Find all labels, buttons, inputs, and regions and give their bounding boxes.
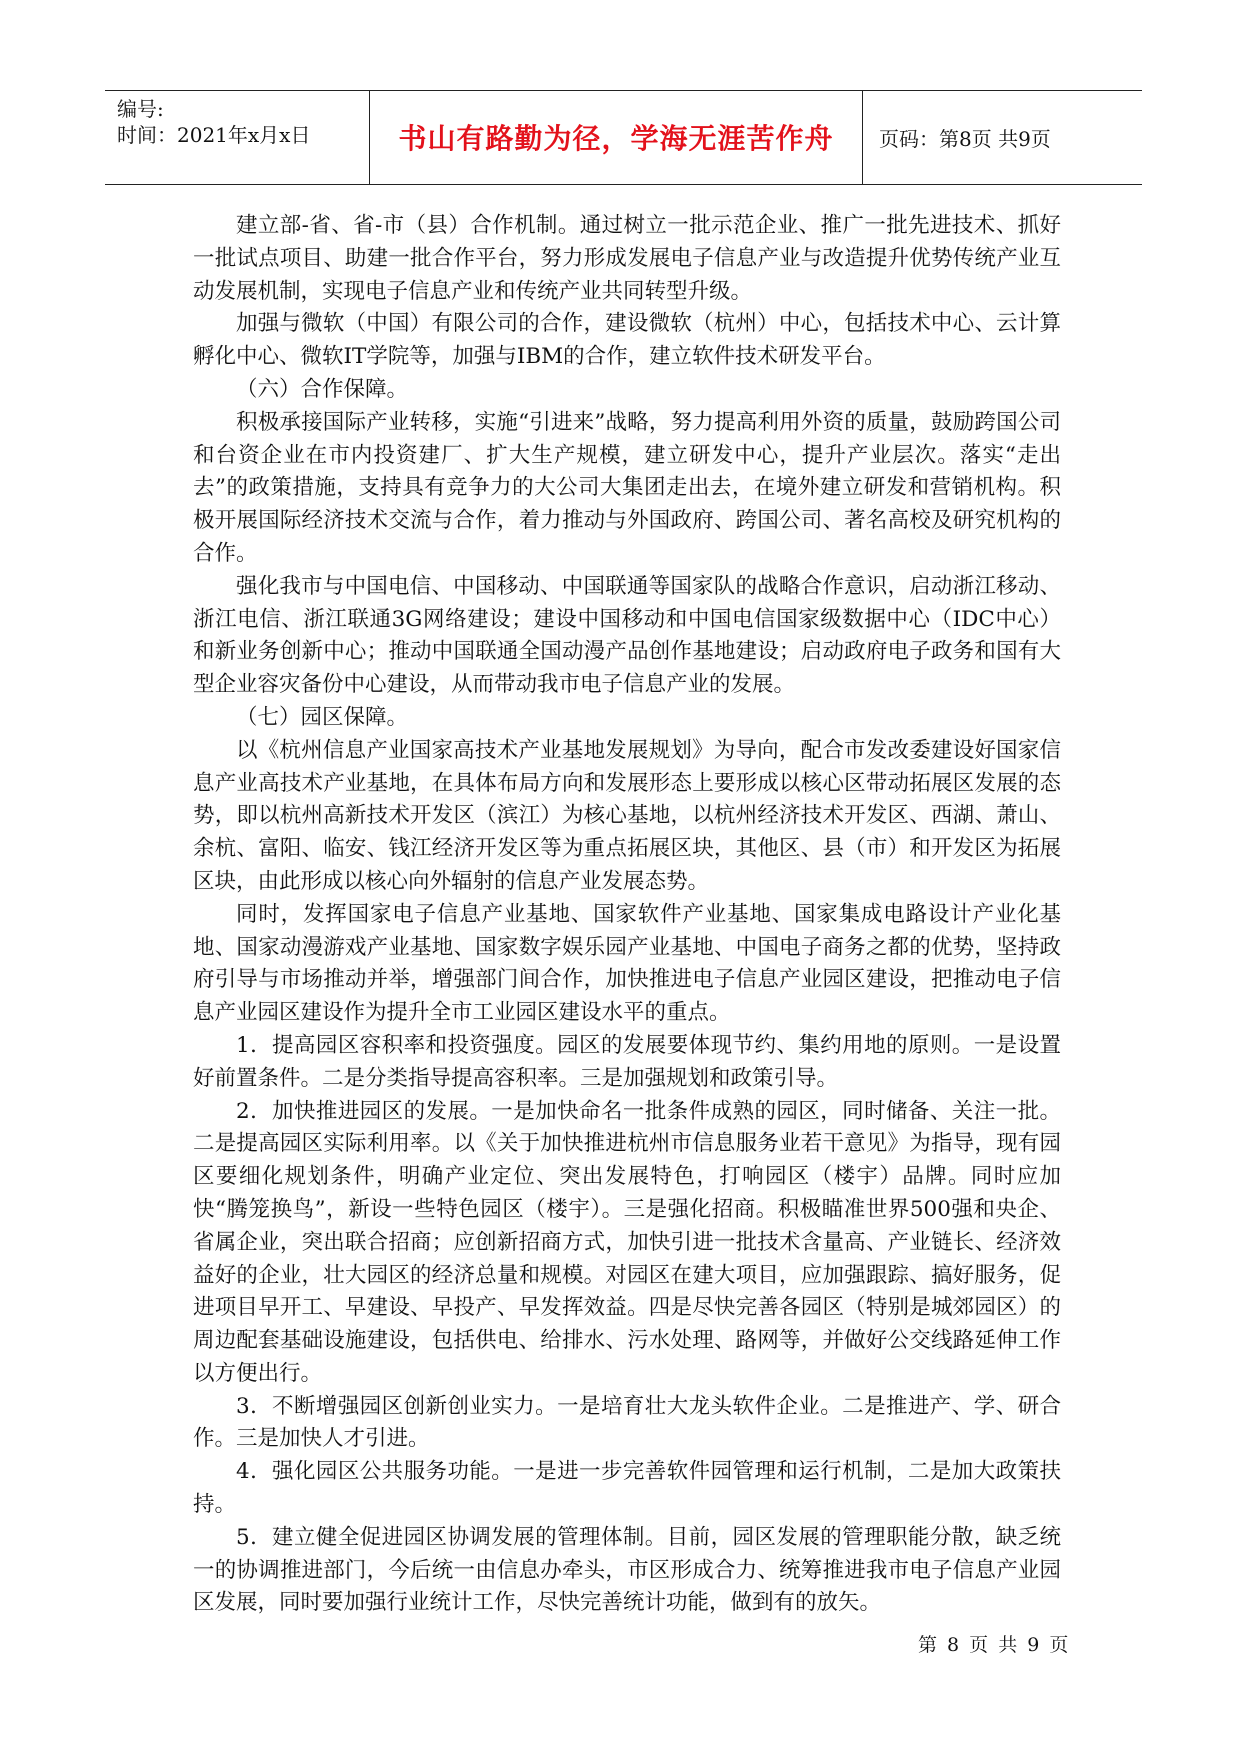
paragraph: 加强与微软（中国）有限公司的合作，建设微软（杭州）中心，包括技术中心、云计算孵化中心、微软IT学院等，加强与IBM的合作，建立软件技术研发平台。 (193, 311, 1061, 370)
time-label: 时间：2021年x月x日 (117, 123, 311, 147)
paragraph: 同时，发挥国家电子信息产业基地、国家软件产业基地、国家集成电路设计产业化基地、国家动漫游戏产业基地、国家数字娱乐园产业基地、中国电子商务之都的优势，坚持政府引导与市场推动并举，增强部门间合作，加快推进电子信息产业园区建设，把推动电子信息产业园区建设作为提升全市工业园区建设水平的重点。 (193, 901, 1061, 1026)
page-footer-number: 第 8 页 共 9 页 (918, 1634, 1071, 1656)
header-meta-cell (105, 91, 370, 184)
paragraph: 建立部-省、省-市（县）合作机制。通过树立一批示范企业、推广一批先进技术、抓好一批试点项目、助建一批合作平台，努力形成发展电子信息产业与改造提升优势传统产业互动发展机制，实现电子信息产业和传统产业共同转型升级。 (193, 213, 1061, 304)
header-page-info: 页码：第8页 共9页 (879, 127, 1051, 151)
paragraph: 以《杭州信息产业国家高技术产业基地发展规划》为导向，配合市发改委建设好国家信息产业高技术产业基地，在具体布局方向和发展形态上要形成以核心区带动拓展区发展的态势，即以杭州高新技术开发区（滨江）为核心基地，以杭州经济技术开发区、西湖、萧山、余杭、富阳、临安、钱江经济开发区等为重点拓展区块，其他区、县（市）和开发区为拓展区块，由此形成以核心向外辐射的信息产业发展态势。 (193, 737, 1061, 894)
paragraph: 积极承接国际产业转移，实施“引进来”战略，努力提高利用外资的质量，鼓励跨国公司和台资企业在市内投资建厂、扩大生产规模，建立研发中心，提升产业层次。落实“走出去”的政策措施，支持具有竞争力的大公司大集团走出去，在境外建立研发和营销机构。积极开展国际经济技术交流与合作，着力推动与外国政府、跨国公司、著名高校及研究机构的合作。 (193, 409, 1061, 566)
list-item-paragraph: 2．加快推进园区的发展。一是加快命名一批条件成熟的园区，同时储备、关注一批。二是提高园区实际利用率。以《关于加快推进杭州市信息服务业若干意见》为指导，现有园区要细化规划条件，明确产业定位、突出发展特色，打响园区（楼宇）品牌。同时应加快“腾笼换鸟”，新设一些特色园区（楼宇）。三是强化招商。积极瞄准世界500强和央企、省属企业，突出联合招商；应创新招商方式，加快引进一批技术含量高、产业链长、经济效益好的企业，壮大园区的经济总量和规模。对园区在建大项目，应加强跟踪、搞好服务，促进项目早开工、早建设、早投产、早发挥效益。四是尽快完善各园区（特别是城郊园区）的周边配套基础设施建设，包括供电、给排水、污水处理、路网等，并做好公交线路延伸工作以方便出行。 (193, 1098, 1061, 1386)
list-item-paragraph: 1．提高园区容积率和投资强度。园区的发展要体现节约、集约用地的原则。一是设置好前置条件。二是分类指导提高容积率。三是加强规划和政策引导。 (193, 1032, 1061, 1091)
list-item-paragraph: 3．不断增强园区创新创业实力。一是培育壮大龙头软件企业。二是推进产、学、研合作。三是加快人才引进。 (193, 1393, 1061, 1452)
section-heading: （六）合作保障。 (236, 376, 409, 402)
list-item-paragraph: 5．建立健全促进园区协调发展的管理体制。目前，园区发展的管理职能分散，缺乏统一的协调推进部门，今后统一由信息办牵头，市区形成合力、统筹推进我市电子信息产业园区发展，同时要加强行业统计工作，尽快完善统计功能，做到有的放矢。 (193, 1524, 1061, 1616)
page-header (105, 90, 1142, 185)
header-motto: 书山有路勤为径，学海无涯苦作舟 (398, 122, 834, 155)
list-item-paragraph: 4．强化园区公共服务功能。一是进一步完善软件园管理和运行机制，二是加大政策扶持。 (193, 1459, 1061, 1518)
section-heading: （七）园区保障。 (236, 704, 409, 730)
document-body (193, 210, 1061, 1620)
serial-number-label: 编号: (117, 97, 164, 121)
header-motto-cell (370, 91, 863, 184)
paragraph: 强化我市与中国电信、中国移动、中国联通等国家队的战略合作意识，启动浙江移动、浙江电信、浙江联通3G网络建设；建设中国移动和中国电信国家级数据中心（IDC中心）和新业务创新中心；推动中国联通全国动漫产品创作基地建设；启动政府电子政务和国有大型企业容灾备份中心建设，从而带动我市电子信息产业的发展。 (193, 573, 1061, 698)
header-page-cell (863, 91, 1142, 184)
